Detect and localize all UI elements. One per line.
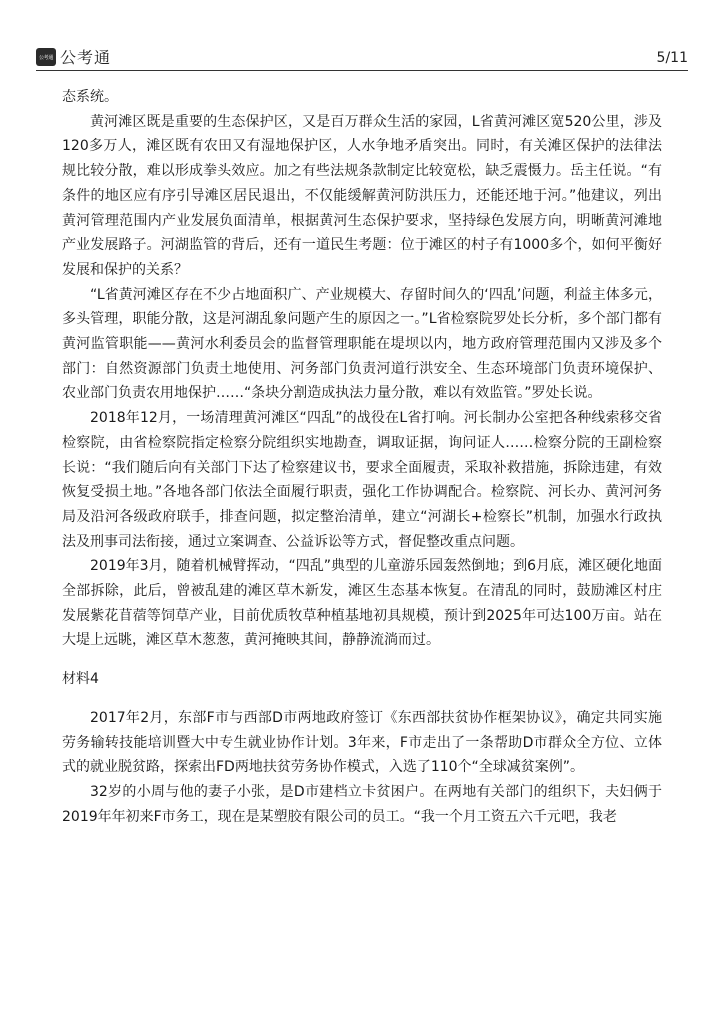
paragraph: 态系统。	[62, 89, 118, 105]
paragraph: 2017年2月，东部F市与西部D市两地政府签订《东西部扶贫协作框架协议》，确定共同实施劳务输转技能培训暨大中专生就业协作计划。3年来，F市走出了一条帮助D市群众全方位、立体式的就业脱贫路，探索出FD两地扶贫劳务协作模式，入选了110个“全球减贫案例”。	[62, 709, 662, 776]
document-body	[62, 85, 662, 829]
paragraph: 黄河滩区既是重要的生态保护区，又是百万群众生活的家园，L省黄河滩区宽520公里，涉及120多万人，滩区既有农田又有湿地保护区，人水争地矛盾突出。同时，有关滩区保护的法律法规比较分散，难以形成拳头效应。加之有些法规条款制定比较宽松，缺乏震慑力。岳主任说。“有条件的地区应有序引导滩区居民退出，不仅能缓解黄河防洪压力，还能还地于河。”他建议，列出黄河管理范围内产业发展负面清单，根据黄河生态保护要求，坚持绿色发展方向，明晰黄河滩地产业发展路子。河湖监管的背后，还有一道民生考题：位于滩区的村子有1000多个，如何平衡好发展和保护的关系？	[62, 113, 662, 278]
header-divider	[36, 70, 688, 71]
page-header	[0, 0, 724, 80]
brand-name: 公考通	[60, 48, 112, 67]
paragraph: 32岁的小周与他的妻子小张，是D市建档立卡贫困户。在两地有关部门的组织下，夫妇俩于2019年年初来F市务工，现在是某塑胶有限公司的员工。“我一个月工资五六千元吧，我老	[62, 783, 662, 825]
page-indicator: 5/11	[656, 50, 688, 66]
logo-icon: 公考通	[36, 48, 56, 66]
paragraph: 2018年12月，一场清理黄河滩区“四乱”的战役在L省打响。河长制办公室把各种线索移交省检察院，由省检察院指定检察分院组织实地勘查，调取证据，询问证人……检察分院的王副检察长说：“我们随后向有关部门下达了检察建议书，要求全面履责，采取补救措施，拆除违建，有效恢复受损土地。”各地各部门依法全面履行职责，强化工作协调配合。检察院、河长办、黄河河务局及沿河各级政府联手，排查问题，拟定整治清单，建立“河湖长+检察长”机制，加强水行政执法及刑事司法衔接，通过立案调查、公益诉讼等方式，督促整改重点问题。	[62, 410, 662, 550]
paragraph: 2019年3月，随着机械臂挥动，“四乱”典型的儿童游乐园轰然倒地；到6月底，滩区硬化地面全部拆除，此后，曾被乱建的滩区草木新发，滩区生态基本恢复。在清乱的同时，鼓励滩区村庄发展紫花苜蓿等饲草产业，目前优质牧草种植基地初具规模，预计到2025年可达100万亩。站在大堤上远眺，滩区草木葱葱，黄河掩映其间，静静流淌而过。	[62, 558, 662, 649]
paragraph: “L省黄河滩区存在不少占地面积广、产业规模大、存留时间久的‘四乱’问题，利益主体多元，多头管理，职能分散，这是河湖乱象问题产生的原因之一。”L省检察院罗处长分析，多个部门都有黄河监管职能——黄河水利委员会的监督管理职能在堤坝以内，地方政府管理范围内又涉及多个部门：自然资源部门负责土地使用、河务部门负责河道行洪安全、生态环境部门负责环境保护、农业部门负责农用地保护……“条块分割造成执法力量分散，难以有效监管。”罗处长说。	[62, 286, 662, 402]
section-title: 材料4	[62, 671, 99, 688]
